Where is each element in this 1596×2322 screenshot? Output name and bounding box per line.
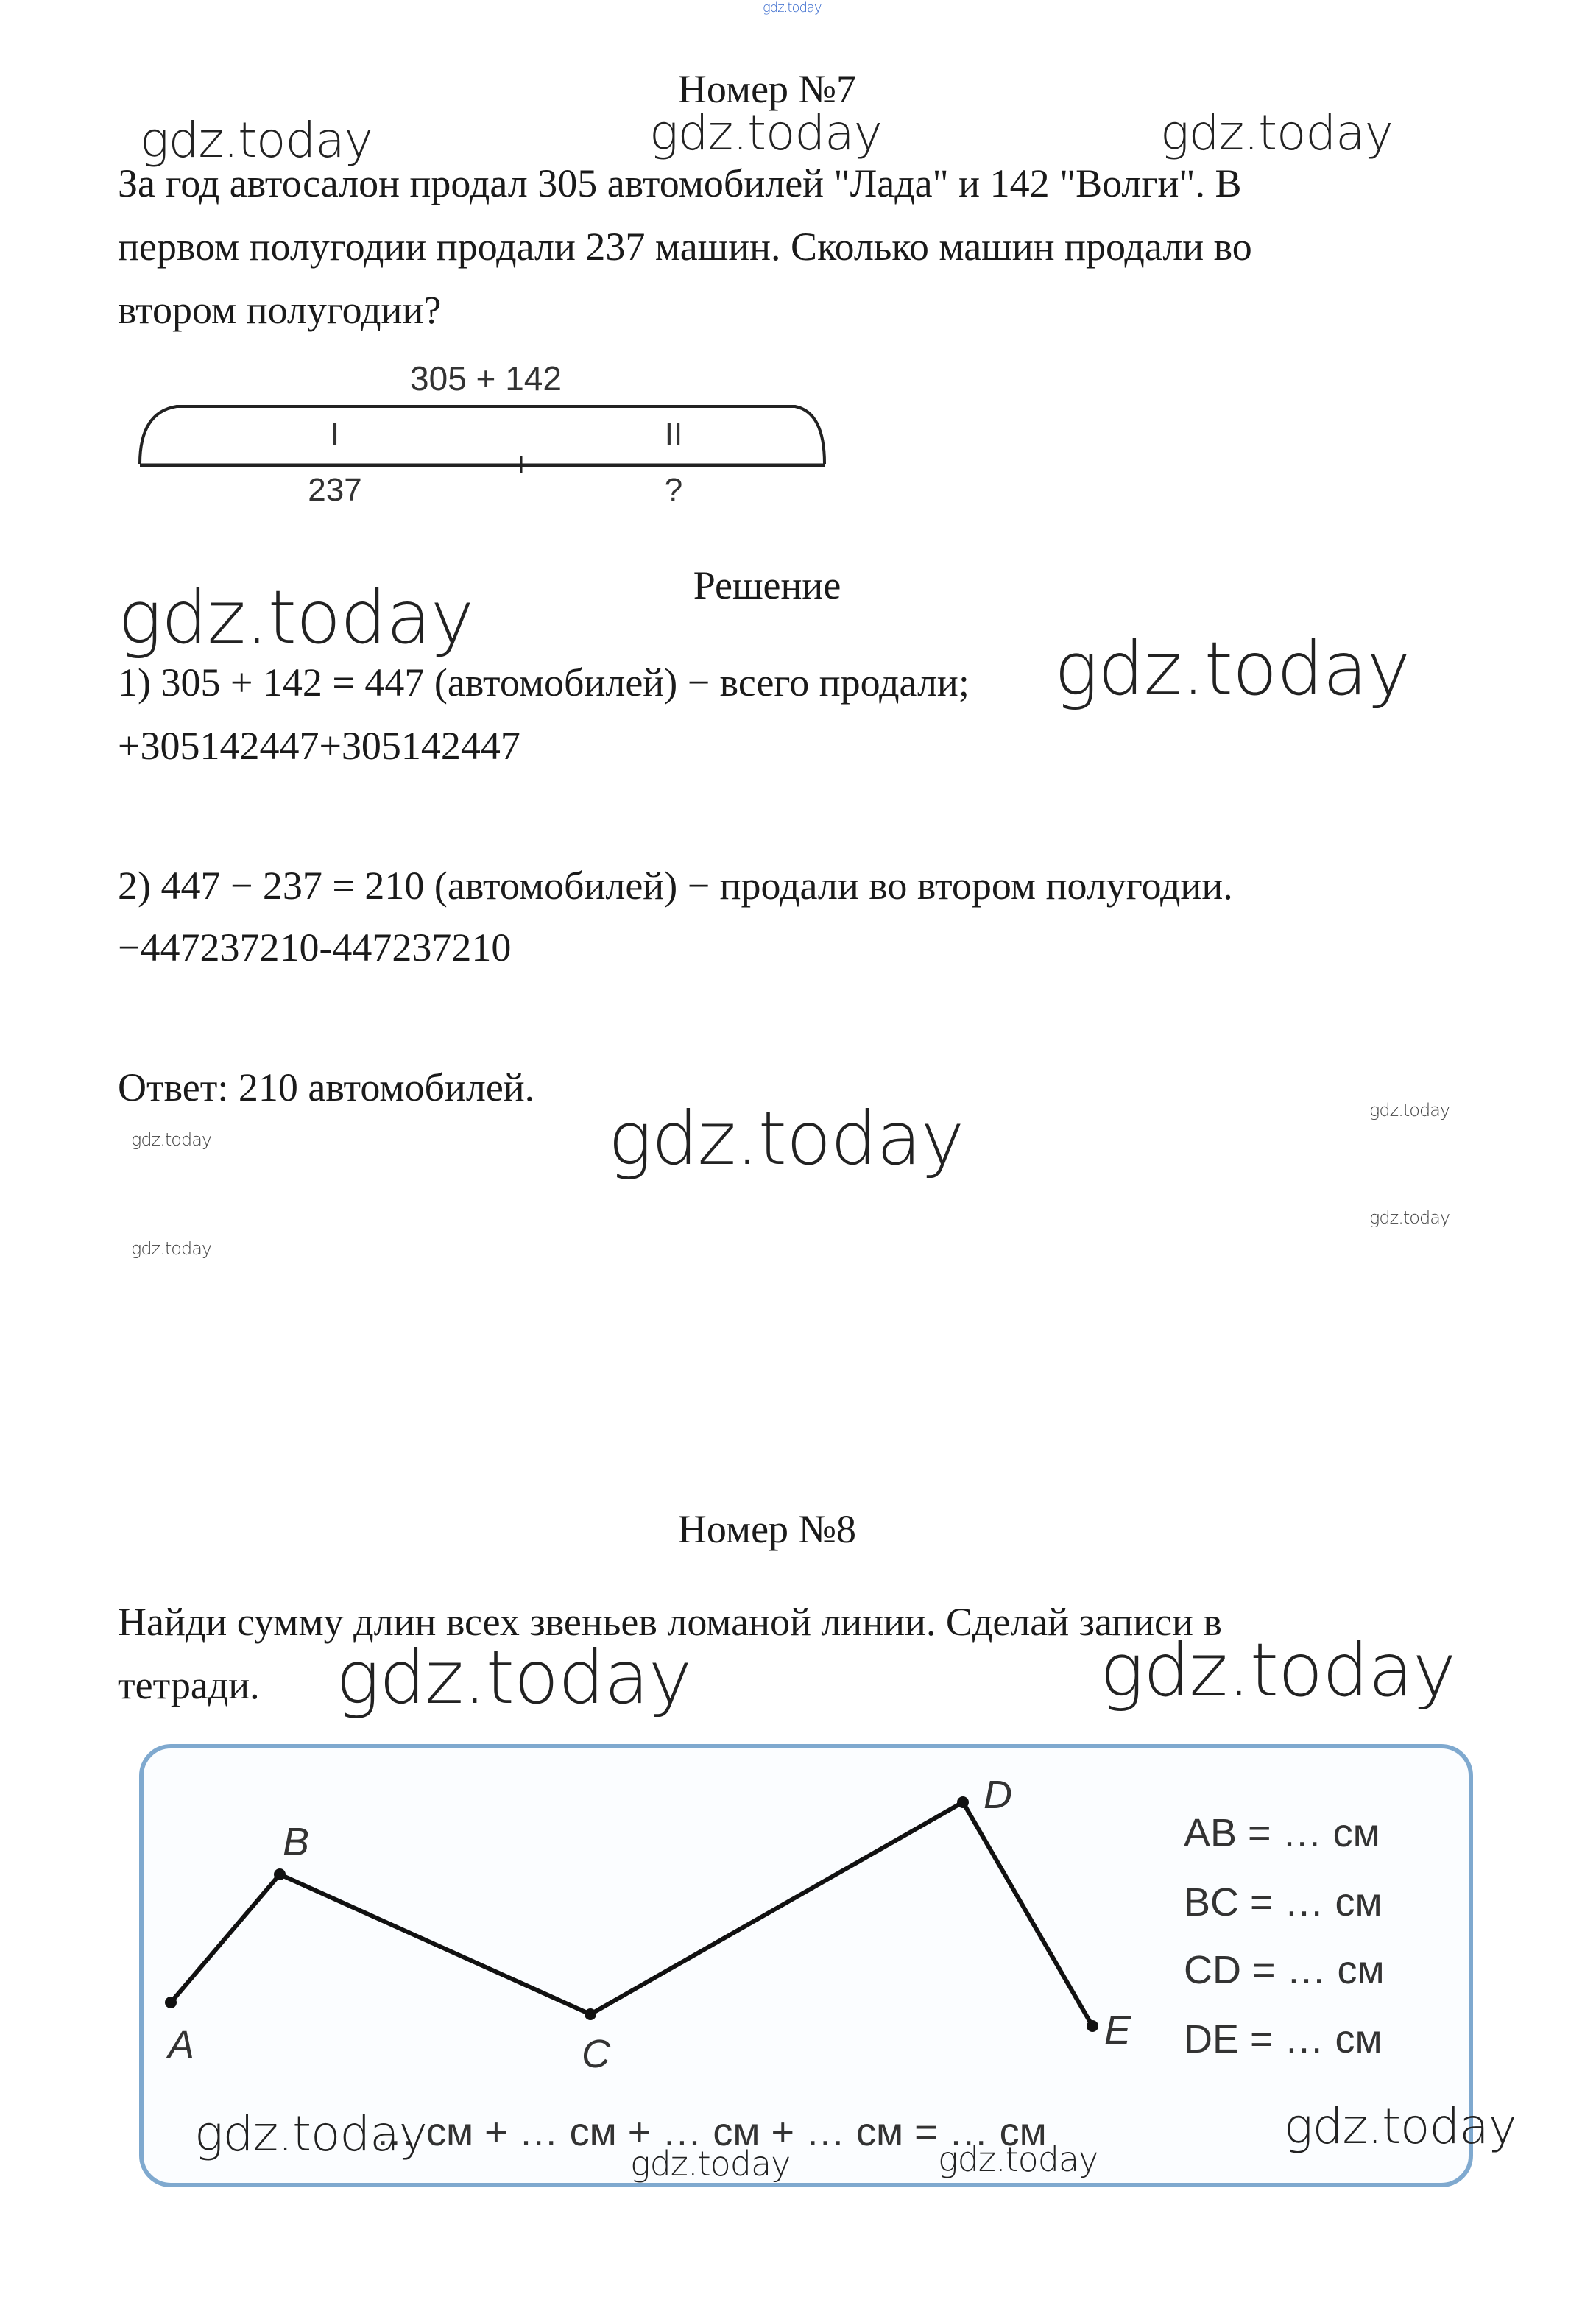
watermark: gdz.today bbox=[938, 2139, 1098, 2179]
point-b bbox=[274, 1868, 286, 1880]
watermark: gdz.today bbox=[1054, 626, 1410, 712]
task7-text-line: втором полугодии? bbox=[118, 288, 442, 332]
label-d: D bbox=[984, 1773, 1012, 1817]
part1-value: 237 bbox=[308, 472, 362, 508]
part1-label: I bbox=[330, 417, 340, 453]
label-e: E bbox=[1104, 2008, 1131, 2053]
label-a: A bbox=[168, 2023, 195, 2067]
task8-text-line: Найди сумму длин всех звеньев ломаной линии. Сделай записи в bbox=[118, 1600, 1222, 1644]
watermark-top: gdz.today bbox=[763, 0, 822, 15]
segment-ab: AB = … см bbox=[1184, 1811, 1380, 1855]
point-a bbox=[165, 1997, 177, 2008]
task8-text-line: тетради. bbox=[118, 1663, 260, 1707]
task7-text-line: За год автосалон продал 305 автомобилей "Лада" и 142 "Волги". В bbox=[118, 161, 1242, 205]
part2-value: ? bbox=[664, 472, 683, 508]
watermark: gdz.today bbox=[608, 1095, 964, 1182]
watermark: gdz.today bbox=[1284, 2098, 1516, 2155]
part2-label: II bbox=[664, 417, 683, 453]
sum-equation: … см + … см + … см + … см = … см bbox=[375, 2110, 1047, 2154]
watermark: gdz.today bbox=[649, 105, 882, 161]
segment-cd: CD = … см bbox=[1184, 1948, 1385, 1992]
total-label: 305 + 142 bbox=[410, 359, 562, 398]
label-c: C bbox=[582, 2032, 610, 2076]
watermark-small: gdz.today bbox=[1369, 1100, 1450, 1121]
label-b: B bbox=[283, 1820, 310, 1864]
watermark: gdz.today bbox=[118, 574, 474, 660]
segment-de: DE = … см bbox=[1184, 2017, 1383, 2061]
task7-title: Номер №7 bbox=[677, 67, 857, 111]
point-d bbox=[957, 1796, 969, 1808]
answer: Ответ: 210 автомобилей. bbox=[118, 1065, 535, 1109]
solution-line: +305142447+305142447 bbox=[118, 724, 520, 768]
watermark-small: gdz.today bbox=[131, 1238, 212, 1259]
watermark: gdz.today bbox=[1100, 1627, 1456, 1713]
watermark: gdz.today bbox=[140, 112, 372, 169]
segment-bc: BC = … см bbox=[1184, 1880, 1383, 1924]
watermark-small: gdz.today bbox=[131, 1129, 212, 1150]
watermark-small: gdz.today bbox=[1369, 1207, 1450, 1228]
task7-text-line: первом полугодии продали 237 машин. Сколько машин продали во bbox=[118, 225, 1252, 269]
watermark: gdz.today bbox=[630, 2144, 791, 2184]
watermark: gdz.today bbox=[336, 1634, 692, 1721]
solution-title: Решение bbox=[693, 563, 841, 607]
solution-line: 2) 447 − 237 = 210 (автомобилей) − продали во втором полугодии. bbox=[118, 864, 1233, 908]
watermark: gdz.today bbox=[194, 2106, 427, 2162]
point-c bbox=[585, 2008, 596, 2020]
point-e bbox=[1087, 2020, 1098, 2032]
solution-line: −447237210-447237210 bbox=[118, 925, 512, 970]
task8-title: Номер №8 bbox=[677, 1507, 857, 1551]
watermark: gdz.today bbox=[1160, 105, 1393, 161]
solution-line: 1) 305 + 142 = 447 (автомобилей) − всего продали; bbox=[118, 660, 970, 705]
